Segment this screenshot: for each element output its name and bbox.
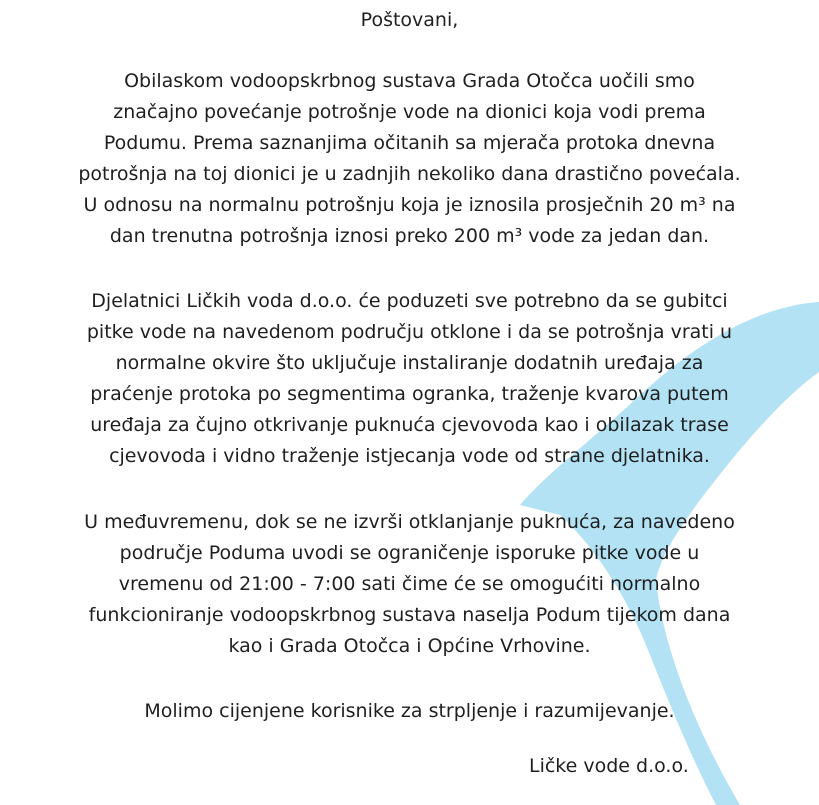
paragraph-line: normalne okvire što uključuje instaliranje dodatnih uređaja za — [115, 352, 704, 374]
paragraph-restriction — [30, 507, 789, 662]
paragraph-line: Djelatnici Ličkih voda d.o.o. će poduzeti sve potrebno da se gubitci — [91, 290, 728, 312]
signature: Ličke vode d.o.o. — [529, 755, 689, 777]
paragraph-line: pitke vode na navedenom području otklone i da se potrošnja vrati u — [86, 321, 733, 343]
paragraph-line: U odnosu na normalnu potrošnju koja je iznosila prosječnih 20 m³ na — [83, 194, 736, 216]
paragraph-line: dan trenutna potrošnja iznosi preko 200 m³ vode za jedan dan. — [109, 225, 710, 247]
paragraph-line: vremenu od 21:00 - 7:00 sati čime će se omogućiti normalno — [118, 573, 701, 595]
paragraph-water-consumption — [30, 66, 789, 252]
paragraph-line: značajno povećanje potrošnje vode na dionici koja vodi prema — [113, 101, 706, 123]
paragraph-line: uređaja za čujno otkrivanje puknuća cjevovoda kao i obilazak trase — [90, 414, 729, 436]
paragraph-line: praćenje protoka po segmentima ogranka, traženje kvarova putem — [90, 383, 729, 405]
paragraph-line: kao i Grada Otočca i Općine Vrhovine. — [228, 635, 591, 657]
closing-sentence: Molimo cijenjene korisnike za strpljenje i razumijevanje. — [144, 700, 675, 722]
paragraph-line: cjevovoda i vidno traženje istjecanja vode od strane djelatnika. — [109, 445, 710, 467]
paragraph-measures — [30, 286, 789, 472]
paragraph-line: U međuvremenu, dok se ne izvrši otklanjanje puknuća, za navedeno — [84, 511, 735, 533]
paragraph-line: Podumu. Prema saznanjima očitanih sa mjerača protoka dnevna — [103, 132, 716, 154]
paragraph-line: Obilaskom vodoopskrbnog sustava Grada Otočca uočili smo — [124, 70, 695, 92]
paragraph-line: područje Poduma uvodi se ograničenje isporuke pitke vode u — [119, 542, 700, 564]
paragraph-line: funkcioniranje vodoopskrbnog sustava naselja Podum tijekom dana — [88, 604, 731, 626]
paragraph-line: potrošnja na toj dionici je u zadnjih nekoliko dana drastično povećala. — [78, 163, 741, 185]
greeting: Poštovani, — [360, 9, 459, 31]
